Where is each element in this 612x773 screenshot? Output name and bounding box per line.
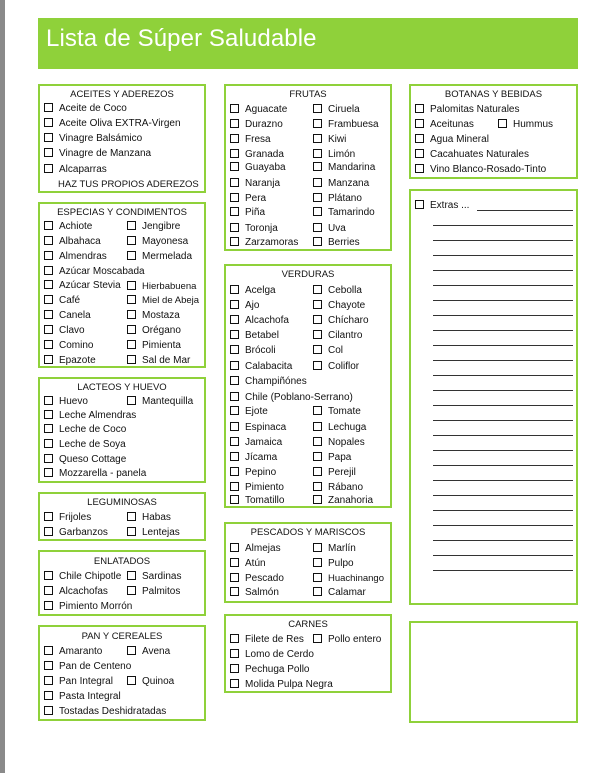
list-item[interactable]: Garbanzos	[44, 527, 108, 539]
checkbox[interactable]	[127, 571, 136, 580]
list-item[interactable]: Comino	[44, 340, 93, 352]
checkbox[interactable]	[230, 300, 239, 309]
list-item[interactable]: Espinaca	[230, 422, 286, 434]
list-item[interactable]: Filete de Res	[230, 634, 304, 646]
list-item[interactable]: Cebolla	[313, 285, 362, 297]
checkbox[interactable]	[313, 223, 322, 232]
list-item[interactable]: Vinagre Balsámico	[44, 133, 142, 145]
checkbox[interactable]	[44, 251, 53, 260]
lacteos-section	[38, 377, 206, 483]
extras-line[interactable]	[433, 510, 573, 511]
list-item[interactable]: Calabacita	[230, 361, 292, 373]
pan-title: PAN Y CEREALES	[81, 631, 163, 642]
list-item[interactable]: Jengibre	[127, 221, 180, 233]
checkbox[interactable]	[313, 345, 322, 354]
checkbox[interactable]	[127, 310, 136, 319]
checkbox[interactable]	[127, 527, 136, 536]
extras-item[interactable]: Extras ...	[415, 200, 469, 212]
list-item[interactable]: Brócoli	[230, 345, 276, 357]
extras-line[interactable]	[433, 330, 573, 331]
checkbox[interactable]	[127, 512, 136, 521]
list-item[interactable]: Chile Chipotle	[44, 571, 121, 583]
list-item[interactable]: Aceite de Coco	[44, 103, 127, 115]
list-item[interactable]: Huachinango	[313, 573, 384, 585]
list-item[interactable]: Leche de Coco	[44, 424, 126, 436]
pescados-title: PESCADOS Y MARISCOS	[250, 527, 366, 538]
extras-line[interactable]	[433, 225, 573, 226]
checkbox[interactable]	[313, 573, 322, 582]
list-item[interactable]: Achiote	[44, 221, 92, 233]
checkbox[interactable]	[313, 330, 322, 339]
checkbox[interactable]	[44, 512, 53, 521]
verduras-title: VERDURAS	[281, 269, 335, 280]
checkbox[interactable]	[313, 119, 322, 128]
checkbox[interactable]	[230, 452, 239, 461]
checkbox[interactable]	[313, 437, 322, 446]
list-item[interactable]: Lentejas	[127, 527, 180, 539]
checkbox[interactable]	[44, 410, 53, 419]
checkbox[interactable]	[415, 134, 424, 143]
list-item[interactable]: Sal de Mar	[127, 355, 190, 367]
checkbox[interactable]	[127, 586, 136, 595]
leguminosas-section	[38, 492, 206, 541]
frutas-section	[224, 84, 392, 251]
list-item[interactable]: Palmitos	[127, 586, 180, 598]
checkbox[interactable]	[44, 236, 53, 245]
list-item[interactable]: Toronja	[230, 223, 278, 235]
especias-title: ESPECIAS Y CONDIMENTOS	[57, 207, 187, 218]
list-item[interactable]: Lomo de Cerdo	[230, 649, 314, 661]
extras-line[interactable]	[433, 255, 573, 256]
list-item[interactable]: Pimiento	[230, 482, 284, 494]
list-item[interactable]: Rábano	[313, 482, 363, 494]
checkbox[interactable]	[313, 361, 322, 370]
checkbox[interactable]	[127, 295, 136, 304]
list-item[interactable]: Ajo	[230, 300, 259, 312]
list-item[interactable]: Pescado	[230, 573, 284, 585]
list-item[interactable]: Naranja	[230, 178, 280, 190]
list-item[interactable]: Cilantro	[313, 330, 362, 342]
checkbox[interactable]	[127, 340, 136, 349]
checkbox[interactable]	[44, 164, 53, 173]
extras-line[interactable]	[433, 315, 573, 316]
checkbox[interactable]	[313, 467, 322, 476]
extras-line[interactable]	[433, 420, 573, 421]
list-item[interactable]: Perejil	[313, 467, 356, 479]
list-item[interactable]: Coliflor	[313, 361, 359, 373]
extras-line[interactable]	[433, 345, 573, 346]
list-item[interactable]: Vinagre de Manzana	[44, 148, 151, 160]
list-item[interactable]: Avena	[127, 646, 170, 658]
checkbox[interactable]	[313, 543, 322, 552]
checkbox[interactable]	[44, 148, 53, 157]
list-item[interactable]: Tostadas Deshidratadas	[44, 706, 166, 718]
list-item[interactable]: Albahaca	[44, 236, 101, 248]
header-banner	[38, 18, 578, 69]
checkbox[interactable]	[415, 164, 424, 173]
checkbox[interactable]	[230, 223, 239, 232]
checkbox[interactable]	[44, 118, 53, 127]
list-item[interactable]: Leche Almendras	[44, 410, 136, 422]
checkbox[interactable]	[230, 422, 239, 431]
checkbox[interactable]	[44, 439, 53, 448]
list-item[interactable]: Miel de Abeja	[127, 295, 199, 307]
checkbox[interactable]	[313, 104, 322, 113]
list-item[interactable]: Limón	[313, 149, 355, 161]
extras-line[interactable]	[433, 285, 573, 286]
checkbox[interactable]	[127, 646, 136, 655]
list-item[interactable]: Piña	[230, 207, 265, 219]
checkbox[interactable]	[230, 467, 239, 476]
botanas-section	[409, 84, 578, 179]
checkbox[interactable]	[230, 495, 239, 504]
list-item[interactable]: Guayaba	[230, 162, 286, 174]
checkbox[interactable]	[230, 361, 239, 370]
list-item[interactable]: Jícama	[230, 452, 277, 464]
checkbox[interactable]	[415, 104, 424, 113]
checkbox[interactable]	[230, 558, 239, 567]
checkbox[interactable]	[230, 679, 239, 688]
list-item[interactable]: Acelga	[230, 285, 276, 297]
checkbox[interactable]	[44, 691, 53, 700]
checkbox[interactable]	[44, 676, 53, 685]
list-item[interactable]: Azúcar Moscabada	[44, 266, 145, 278]
list-item[interactable]: Clavo	[44, 325, 85, 337]
list-item[interactable]: Pollo entero	[313, 634, 381, 646]
list-item[interactable]: Amaranto	[44, 646, 102, 658]
checkbox[interactable]	[127, 355, 136, 364]
checkbox[interactable]	[313, 634, 322, 643]
checkbox[interactable]	[44, 355, 53, 364]
list-item[interactable]: Leche de Soya	[44, 439, 126, 451]
checkbox[interactable]	[230, 392, 239, 401]
list-item[interactable]: Jamaica	[230, 437, 282, 449]
list-item[interactable]: Aceitunas	[415, 119, 474, 131]
checkbox[interactable]	[230, 178, 239, 187]
list-item[interactable]: Almejas	[230, 543, 281, 555]
aceites-section	[38, 84, 206, 193]
list-item[interactable]: Pepino	[230, 467, 276, 479]
extras-line[interactable]	[433, 570, 573, 571]
list-item[interactable]: Queso Cottage	[44, 454, 126, 466]
list-item[interactable]: Vino Blanco-Rosado-Tinto	[415, 164, 546, 176]
list-item[interactable]: Pimienta	[127, 340, 181, 352]
list-item[interactable]: Alcachofa	[230, 315, 289, 327]
verduras-section	[224, 264, 392, 508]
checkbox[interactable]	[44, 295, 53, 304]
list-item[interactable]: Tamarindo	[313, 207, 375, 219]
list-item[interactable]: Berries	[313, 237, 360, 249]
list-item[interactable]: Durazno	[230, 119, 283, 131]
checkbox[interactable]	[313, 406, 322, 415]
page-title: Lista de Súper Saludable	[46, 25, 317, 52]
list-item[interactable]: Betabel	[230, 330, 279, 342]
checkbox[interactable]	[313, 285, 322, 294]
list-item[interactable]: Aceite Oliva EXTRA-Virgen	[44, 118, 181, 130]
checkbox[interactable]	[230, 573, 239, 582]
list-item[interactable]: Mantequilla	[127, 396, 193, 408]
checkbox[interactable]	[230, 237, 239, 246]
list-item[interactable]: Hummus	[498, 119, 553, 131]
checkbox[interactable]	[44, 601, 53, 610]
enlatados-title: ENLATADOS	[93, 556, 151, 567]
aceites-title: ACEITES Y ADEREZOS	[70, 89, 174, 100]
extras-line[interactable]	[433, 390, 573, 391]
checkbox[interactable]	[230, 330, 239, 339]
list-item[interactable]: Alcachofas	[44, 586, 108, 598]
list-item[interactable]: Huevo	[44, 396, 88, 408]
list-item[interactable]: Tomatillo	[230, 495, 284, 507]
list-item[interactable]: Palomitas Naturales	[415, 104, 519, 116]
list-item[interactable]: Cacahuates Naturales	[415, 149, 529, 161]
checkbox[interactable]	[313, 178, 322, 187]
list-item[interactable]: Pan Integral	[44, 676, 113, 688]
frutas-title: FRUTAS	[289, 89, 327, 100]
checkbox[interactable]	[415, 119, 424, 128]
list-item[interactable]: Mozzarella - panela	[44, 468, 146, 480]
list-item[interactable]: Café	[44, 295, 80, 307]
checkbox[interactable]	[127, 396, 136, 405]
list-item[interactable]: Epazote	[44, 355, 96, 367]
list-item[interactable]: Mostaza	[127, 310, 180, 322]
checkbox[interactable]	[230, 207, 239, 216]
list-item[interactable]: Pasta Integral	[44, 691, 121, 703]
checkbox[interactable]	[127, 236, 136, 245]
list-item[interactable]: Pan de Centeno	[44, 661, 131, 673]
checkbox[interactable]	[44, 661, 53, 670]
leguminosas-title: LEGUMINOSAS	[87, 497, 157, 508]
extras-line[interactable]	[433, 540, 573, 541]
checkbox[interactable]	[313, 193, 322, 202]
checkbox[interactable]	[313, 134, 322, 143]
list-item[interactable]: Plátano	[313, 193, 362, 205]
list-item[interactable]: Azúcar Stevia	[44, 280, 121, 292]
list-item[interactable]: Habas	[127, 512, 171, 524]
checkbox[interactable]	[230, 149, 239, 158]
checkbox[interactable]	[127, 251, 136, 260]
enlatados-section	[38, 550, 206, 616]
pescados-section	[224, 522, 392, 603]
checkbox[interactable]	[313, 558, 322, 567]
pan-section	[38, 625, 206, 721]
checkbox[interactable]	[230, 162, 239, 171]
list-item[interactable]: Lechuga	[313, 422, 366, 434]
checkbox[interactable]	[44, 646, 53, 655]
checkbox[interactable]	[230, 376, 239, 385]
list-item[interactable]: Uva	[313, 223, 346, 235]
list-item[interactable]: Canela	[44, 310, 91, 322]
list-item[interactable]: Papa	[313, 452, 351, 464]
checkbox[interactable]	[44, 103, 53, 112]
checkbox[interactable]	[44, 586, 53, 595]
list-item[interactable]: Col	[313, 345, 343, 357]
list-item[interactable]: Zanahoria	[313, 495, 373, 507]
checkbox[interactable]	[44, 706, 53, 715]
extras-line[interactable]	[433, 270, 573, 271]
checkbox[interactable]	[230, 134, 239, 143]
checkbox[interactable]	[230, 543, 239, 552]
checkbox[interactable]	[127, 221, 136, 230]
list-item[interactable]: Pera	[230, 193, 266, 205]
checkbox[interactable]	[44, 454, 53, 463]
extras-line[interactable]	[477, 210, 573, 211]
checkbox[interactable]	[230, 104, 239, 113]
extras-line[interactable]	[433, 480, 573, 481]
list-item[interactable]: Hierbabuena	[127, 281, 196, 293]
extras-line[interactable]	[433, 555, 573, 556]
botanas-title: BOTANAS Y BEBIDAS	[444, 89, 543, 100]
list-item[interactable]: Frambuesa	[313, 119, 379, 131]
list-item[interactable]: Nopales	[313, 437, 365, 449]
checkbox[interactable]	[44, 424, 53, 433]
checkbox[interactable]	[313, 482, 322, 491]
list-item[interactable]: Granada	[230, 149, 284, 161]
list-item[interactable]: Manzana	[313, 178, 369, 190]
extras-line[interactable]	[433, 435, 573, 436]
extras-line[interactable]	[433, 405, 573, 406]
checkbox[interactable]	[230, 482, 239, 491]
checkbox[interactable]	[313, 315, 322, 324]
extras-section	[409, 189, 578, 605]
list-item[interactable]: Pechuga Pollo	[230, 664, 310, 676]
list-item[interactable]: Champiñónes	[230, 376, 307, 388]
carnes-title: CARNES	[288, 619, 328, 630]
extras-line[interactable]	[433, 300, 573, 301]
checkbox[interactable]	[415, 200, 424, 209]
checkbox[interactable]	[313, 207, 322, 216]
extras-line[interactable]	[433, 465, 573, 466]
list-item[interactable]: Chile (Poblano-Serrano)	[230, 392, 353, 404]
list-item[interactable]: Alcaparras	[44, 164, 107, 176]
checkbox[interactable]	[230, 315, 239, 324]
checkbox[interactable]	[230, 345, 239, 354]
list-item[interactable]: Pulpo	[313, 558, 354, 570]
list-item[interactable]: Agua Mineral	[415, 134, 489, 146]
list-item[interactable]: Salmón	[230, 587, 279, 599]
checkbox[interactable]	[230, 634, 239, 643]
checkbox[interactable]	[230, 193, 239, 202]
page-edge	[0, 0, 5, 773]
checkbox[interactable]	[415, 149, 424, 158]
list-item[interactable]: Mermelada	[127, 251, 192, 263]
extras-line[interactable]	[433, 360, 573, 361]
list-item[interactable]: Molida Pulpa Negra	[230, 679, 333, 691]
checkbox[interactable]	[313, 452, 322, 461]
lacteos-title: LACTEOS Y HUEVO	[77, 382, 167, 393]
checkbox[interactable]	[44, 396, 53, 405]
checkbox[interactable]	[313, 149, 322, 158]
checkbox[interactable]	[313, 162, 322, 171]
list-item[interactable]: Chayote	[313, 300, 365, 312]
checkbox[interactable]	[313, 587, 322, 596]
checkbox[interactable]	[498, 119, 507, 128]
checkbox[interactable]	[127, 325, 136, 334]
checkbox[interactable]	[230, 285, 239, 294]
checkbox[interactable]	[44, 266, 53, 275]
list-item[interactable]: Aguacate	[230, 104, 287, 116]
extras-line[interactable]	[433, 375, 573, 376]
notes-box[interactable]	[409, 621, 578, 723]
list-item[interactable]: Pimiento Morrón	[44, 601, 132, 613]
list-item[interactable]: Fresa	[230, 134, 271, 146]
checkbox[interactable]	[313, 495, 322, 504]
checkbox[interactable]	[44, 340, 53, 349]
checkbox[interactable]	[230, 119, 239, 128]
list-item[interactable]: Atún	[230, 558, 266, 570]
list-item[interactable]: Marlín	[313, 543, 356, 555]
checkbox[interactable]	[44, 571, 53, 580]
checkbox[interactable]	[230, 664, 239, 673]
checkbox[interactable]	[44, 133, 53, 142]
extras-line[interactable]	[433, 450, 573, 451]
list-item[interactable]: Frijoles	[44, 512, 91, 524]
extras-line[interactable]	[433, 525, 573, 526]
list-item[interactable]: Orégano	[127, 325, 181, 337]
list-item[interactable]: Sardinas	[127, 571, 181, 583]
checkbox[interactable]	[313, 422, 322, 431]
checkbox[interactable]	[230, 587, 239, 596]
extras-line[interactable]	[433, 240, 573, 241]
list-item[interactable]: Almendras	[44, 251, 107, 263]
checkbox[interactable]	[230, 437, 239, 446]
carnes-section	[224, 614, 392, 693]
list-item[interactable]: Chícharo	[313, 315, 369, 327]
checkbox[interactable]	[313, 300, 322, 309]
checkbox[interactable]	[127, 676, 136, 685]
checkbox[interactable]	[230, 649, 239, 658]
especias-section	[38, 202, 206, 368]
list-item[interactable]: Calamar	[313, 587, 366, 599]
checkbox[interactable]	[127, 281, 136, 290]
extras-line[interactable]	[433, 495, 573, 496]
list-item[interactable]: Tomate	[313, 406, 361, 418]
checkbox[interactable]	[44, 468, 53, 477]
checkbox[interactable]	[44, 280, 53, 289]
list-item[interactable]: Ciruela	[313, 104, 360, 116]
list-item[interactable]: Zarzamoras	[230, 237, 298, 249]
checkbox[interactable]	[44, 310, 53, 319]
list-item[interactable]: Ejote	[230, 406, 268, 418]
aceites-note: HAZ TUS PROPIOS ADEREZOS	[58, 179, 199, 190]
checkbox[interactable]	[44, 527, 53, 536]
checkbox[interactable]	[44, 325, 53, 334]
checkbox[interactable]	[313, 237, 322, 246]
list-item[interactable]: Mandarina	[313, 162, 375, 174]
list-item[interactable]: Mayonesa	[127, 236, 188, 248]
list-item[interactable]: Quinoa	[127, 676, 174, 688]
checkbox[interactable]	[44, 221, 53, 230]
checkbox[interactable]	[230, 406, 239, 415]
list-item[interactable]: Kiwi	[313, 134, 346, 146]
